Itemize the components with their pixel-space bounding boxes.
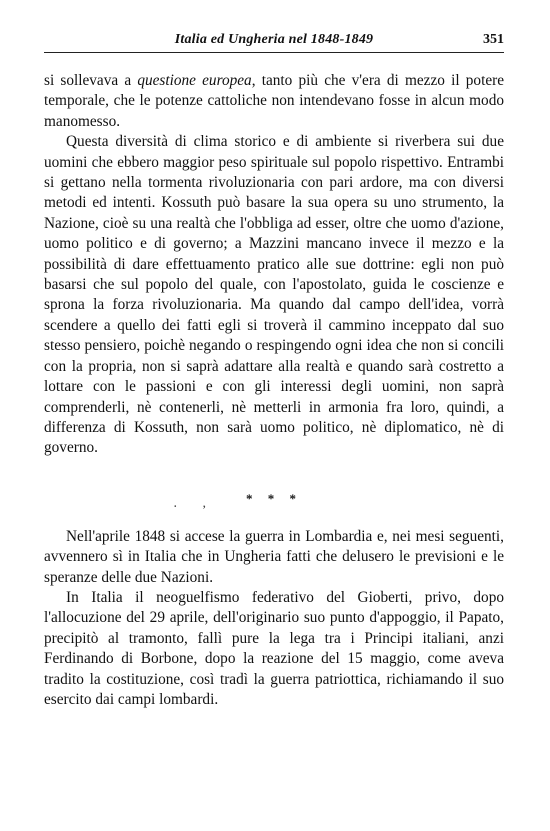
paragraph-continued (44, 71, 504, 132)
book-page (44, 30, 504, 710)
paragraph-1-start: si sollevava a (44, 72, 138, 89)
running-header (44, 30, 504, 53)
section-separator (44, 489, 504, 510)
paragraph-4: In Italia il neoguelfismo federativo del Gioberti, privo, dopo l'allocuzione del 29 aprile, dell'originario suo punto d'appoggio, il Papato, precipitò al tramonto, fallì pure la lega tra i Principi italiani, anzi Ferdinando di Borbone, dopo la reazione del 15 maggio, come aveva tradito la costituzione, così tradì la guerra patriottica, richiamando il suo esercito dai campi lombardi. (44, 588, 504, 708)
paragraph-1-end: , tanto più che v'era di mezzo il potere temporale, che le potenze cattoliche non intendevano fosse in alcun modo manomesso. (44, 72, 504, 130)
page-number: 351 (483, 32, 504, 47)
asterism: * * * (246, 490, 302, 506)
stray-print-marks: . , (174, 498, 218, 510)
emphasis-text: questione europea (137, 72, 252, 89)
page-body (44, 71, 504, 710)
running-title: Italia ed Ungheria nel 1848-1849 (174, 32, 374, 47)
paragraph-2: Questa diversità di clima storico e di ambiente si riverbera sui due uomini che ebbero maggior peso spirituale sul popolo rispettivo. Entrambi si gettano nella tormenta rivoluzionaria con pari ardore, ma con diversi metodi ed intenti. Kossuth può basare la sua opera su uno strumento, la Nazione, cioè su una realtà che l'obbliga ad esser, oltre che uomo d'azione, uomo politico e di governo; a Mazzini mancano invece il mezzo e la possibilità di dare effettuamento pratico alle sue dottrine: egli non può basarsi che sul popolo del quale, con l'apostolato, guida le coscienze e sprona la forza rivoluzionaria. Ma quando dal campo dell'idea, vorrà scendere a quello dei fatti egli si troverà il cammino inceppato dal suo stesso pensiero, poichè negando o respingendo ogni idea che non si concili con la propria, non si saprà adattare alla realtà e quando sarà costretto a lottare con le passioni e con gli interessi degli uomini, non saprà comprenderli, nè contenerli, nè metterli in armonia fra loro, quindi, a differenza di Kossuth, non sarà uomo politico, nè diplomatico, nè di governo. (44, 133, 504, 457)
paragraph-3: Nell'aprile 1848 si accese la guerra in Lombardia e, nei mesi seguenti, avvennero sì in Italia che in Ungheria fatti che delusero le previsioni e le speranze delle due Nazioni. (44, 527, 504, 586)
